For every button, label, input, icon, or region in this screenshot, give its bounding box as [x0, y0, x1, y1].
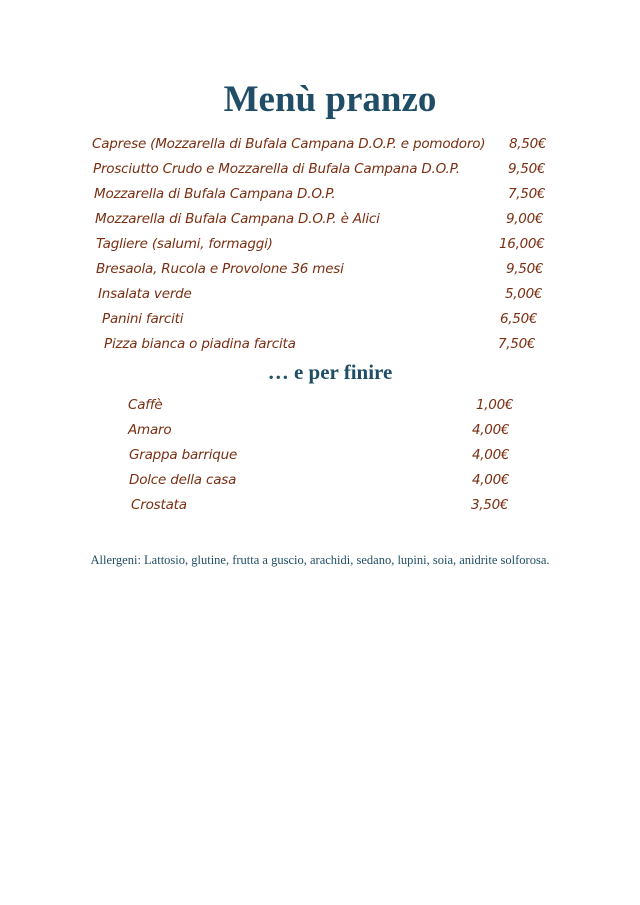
- menu-item-name: Caffè: [128, 397, 163, 413]
- menu-item-name: Insalata verde: [98, 286, 192, 302]
- menu-item-name: Bresaola, Rucola e Provolone 36 mesi: [96, 261, 344, 277]
- menu-item-name: Crostata: [131, 497, 187, 513]
- menu-item-price: 1,00€: [476, 397, 514, 413]
- menu-item-name: Dolce della casa: [129, 472, 237, 488]
- menu-item-price: 7,50€: [508, 186, 546, 202]
- page-title: Menù pranzo: [223, 79, 437, 120]
- menu-item-name: Mozzarella di Bufala Campana D.O.P. è Alici: [95, 211, 380, 227]
- menu-item-name: Grappa barrique: [129, 447, 238, 463]
- menu-item-price: 9,00€: [506, 211, 544, 227]
- menu-item-name: Pizza bianca o piadina farcita: [104, 336, 296, 352]
- menu-item-name: Mozzarella di Bufala Campana D.O.P.: [94, 186, 336, 202]
- menu-item-price: 9,50€: [508, 161, 546, 177]
- menu-item-price: 7,50€: [498, 336, 536, 352]
- menu-item-price: 16,00€: [499, 236, 545, 252]
- menu-item-price: 4,00€: [472, 447, 510, 463]
- menu-item-price: 5,00€: [505, 286, 543, 302]
- menu-item-price: 6,50€: [500, 311, 538, 327]
- menu-item-name: Amaro: [128, 422, 172, 438]
- menu-item-name: Caprese (Mozzarella di Bufala Campana D.O.P. e pomodoro): [92, 136, 486, 152]
- menu-item-name: Tagliere (salumi, formaggi): [96, 236, 273, 252]
- menu-item-price: 3,50€: [471, 497, 509, 513]
- menu-item-price: 4,00€: [472, 472, 510, 488]
- menu-item-name: Panini farciti: [102, 311, 184, 327]
- menu-item-price: 4,00€: [472, 422, 510, 438]
- section-subtitle: … e per finire: [267, 360, 393, 384]
- menu-item-price: 9,50€: [506, 261, 544, 277]
- allergens-note: Allergeni: Lattosio, glutine, frutta a guscio, arachidi, sedano, lupini, soia, anidrite solforosa.: [90, 553, 550, 567]
- menu-item-price: 8,50€: [509, 136, 547, 152]
- menu-item-name: Prosciutto Crudo e Mozzarella di Bufala Campana D.O.P.: [93, 161, 460, 177]
